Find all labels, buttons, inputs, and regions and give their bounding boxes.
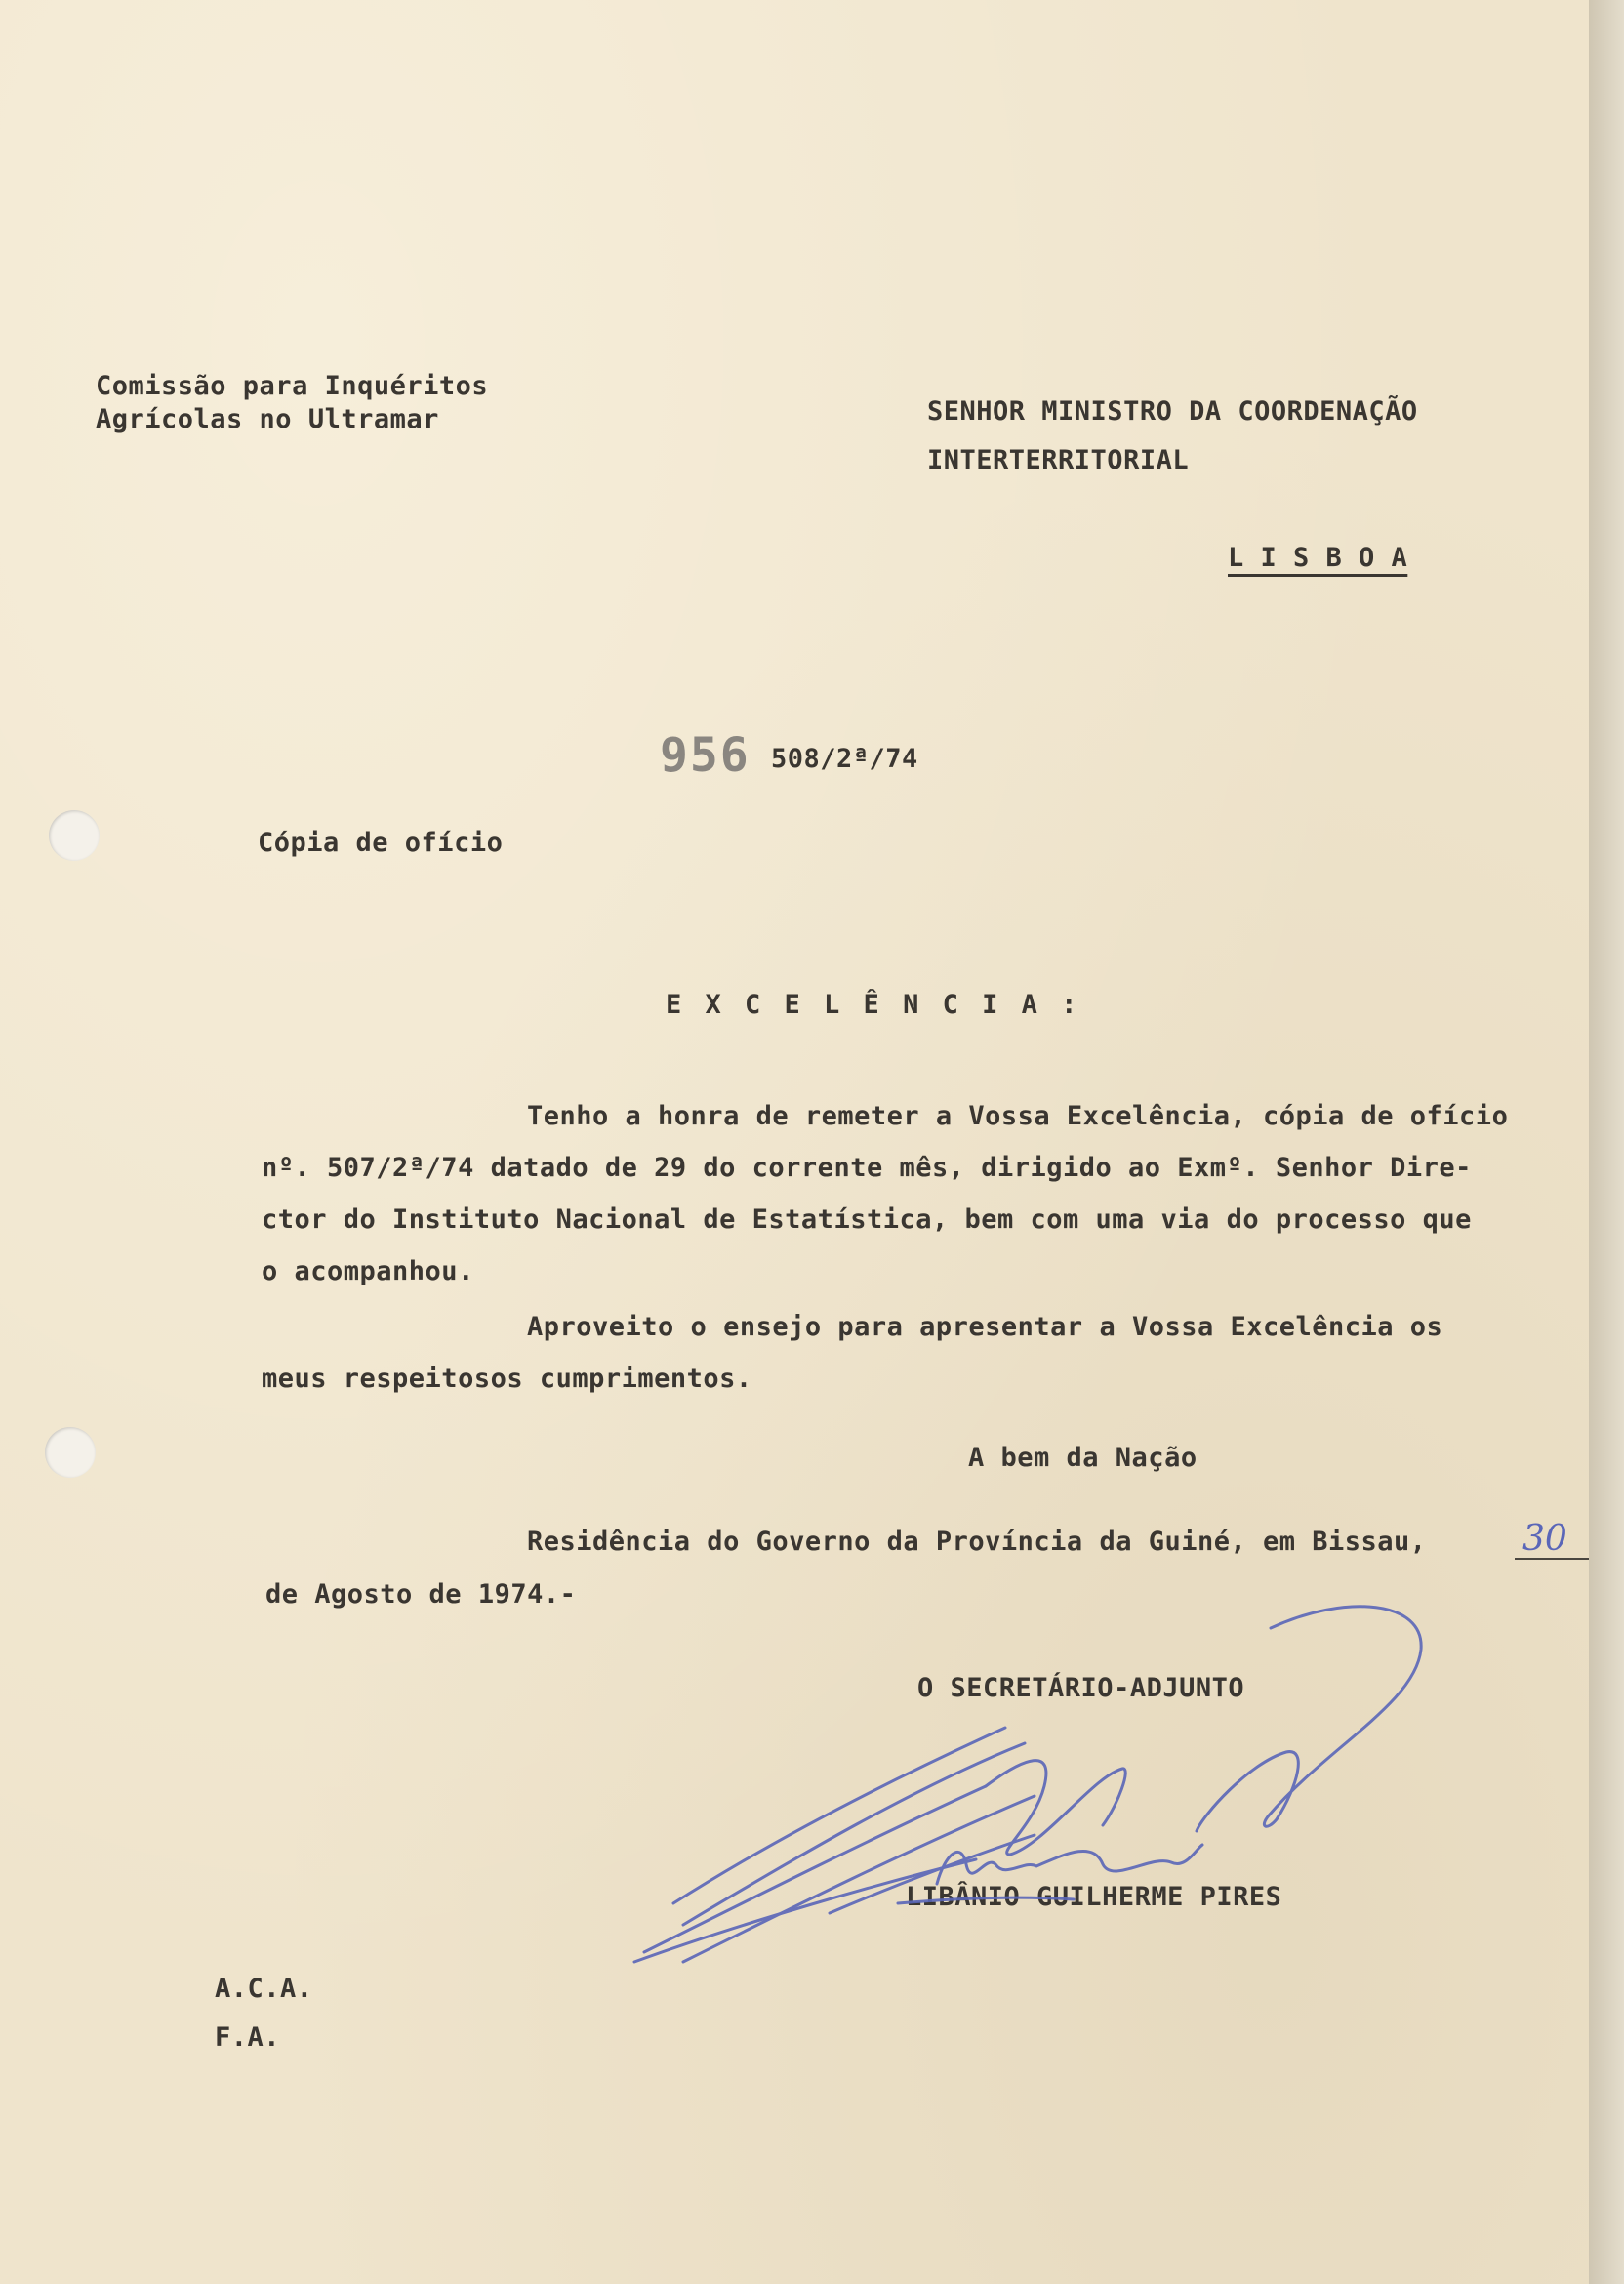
body-paragraph-1-line-1: Tenho a honra de remeter a Vossa Excelência, cópia de ofício [527, 1101, 1509, 1131]
reference-number: 508/2ª/74 [771, 744, 918, 774]
place-date-line-2: de Agosto de 1974.- [265, 1579, 577, 1610]
body-paragraph-2-line-1: Aproveito o ensejo para apresentar a Vossa Excelência os [527, 1312, 1443, 1342]
body-paragraph-1-line-4: o acompanhou. [262, 1256, 474, 1286]
signatory-name: LIBÂNIO GUILHERME PIRES [906, 1882, 1282, 1912]
place-date-line-1: Residência do Governo da Província da Guiné, em Bissau, [527, 1527, 1427, 1557]
body-paragraph-1-line-2: nº. 507/2ª/74 datado de 29 do corrente mês, dirigido ao Exmº. Senhor Dire- [262, 1153, 1472, 1183]
body-paragraph-1-line-3: ctor do Instituto Nacional de Estatística, bem com uma via do processo que [262, 1204, 1472, 1235]
closing-formula: A bem da Nação [968, 1443, 1198, 1473]
signature-stroke-name [937, 1845, 1202, 1884]
signature-stroke-underline [898, 1897, 1074, 1903]
page-edge [1589, 0, 1624, 2284]
signature-stroke-loop [1197, 1607, 1421, 1831]
subject-line: Cópia de ofício [258, 828, 504, 858]
signatory-title: O SECRETÁRIO-ADJUNTO [917, 1673, 1245, 1703]
signature-stroke-diagonal-4 [683, 1796, 1035, 1962]
sender-line-2: Agrícolas no Ultramar [96, 404, 439, 434]
handwritten-day: 30 [1522, 1519, 1567, 1559]
recipient-line-1: SENHOR MINISTRO DA COORDENAÇÃO [927, 396, 1418, 427]
salutation: E X C E L Ê N C I A : [666, 990, 1081, 1020]
footer-initials-1: A.C.A. [215, 1974, 313, 2004]
reference-stamp-number: 956 [660, 728, 751, 783]
sender-line-1: Comissão para Inquéritos [96, 371, 489, 401]
signature-stroke-diagonal-1 [673, 1728, 1005, 1903]
recipient-line-2: INTERTERRITORIAL [927, 445, 1190, 475]
recipient-city: L I S B O A [1228, 543, 1408, 573]
body-paragraph-2-line-2: meus respeitosos cumprimentos. [262, 1364, 752, 1394]
footer-initials-2: F.A. [215, 2022, 281, 2053]
